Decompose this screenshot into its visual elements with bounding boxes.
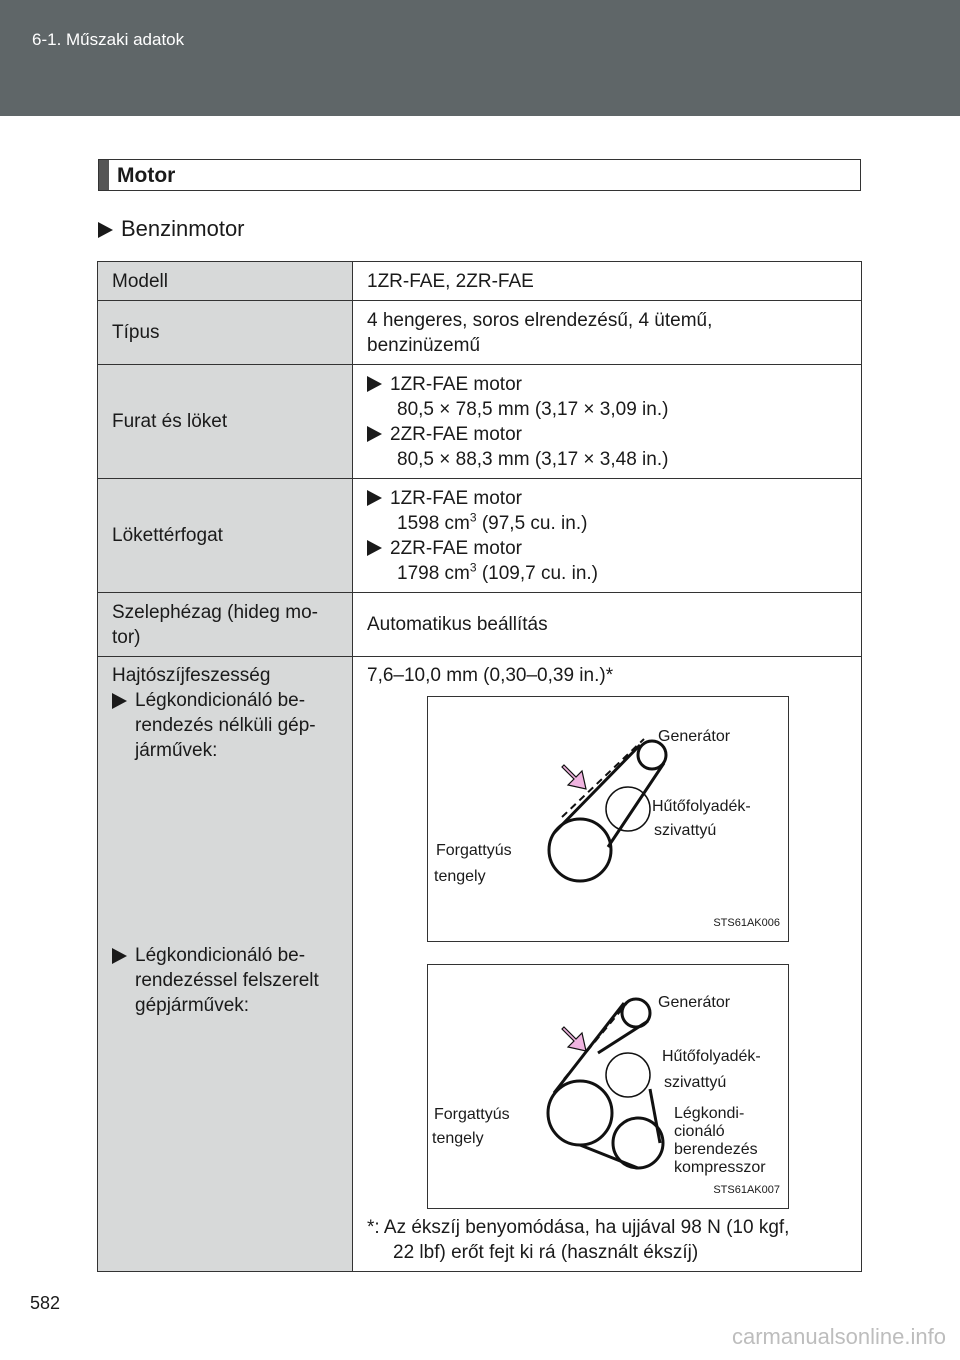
- fig2-ac-label-line2: cionáló: [674, 1123, 725, 1140]
- fig2-crank-label-line2: tengely: [432, 1130, 484, 1147]
- belt-diagram-no-ac-svg: [428, 697, 788, 941]
- disp-engine1: [367, 486, 847, 511]
- value-bore: [353, 365, 862, 479]
- belt-diagram-with-ac: [427, 964, 789, 1209]
- page-number: 582: [30, 1293, 61, 1313]
- table-row-bore: [98, 365, 862, 479]
- label-belt: [98, 657, 353, 1272]
- press-arrow-icon: [562, 1027, 586, 1051]
- fig2-code: STS61AK007: [713, 1184, 780, 1196]
- disp-engine1-num: 1598 cm: [397, 512, 470, 534]
- fig2-ac-label-line3: berendezés: [674, 1141, 758, 1158]
- section-title-box: [98, 159, 861, 191]
- disp-engine1-rest: (97,5 cu. in.): [476, 512, 588, 534]
- table-row-model: [98, 262, 862, 301]
- triangle-bullet-icon: [112, 948, 127, 964]
- fig1-crank-label-line1: Forgattyús: [436, 842, 512, 859]
- label-bore: Furat és löket: [98, 365, 353, 479]
- bore-engine1: [367, 372, 847, 397]
- label-valve: [98, 593, 353, 657]
- label-belt-ac-line1: Légkondicionáló be-: [135, 945, 306, 966]
- fig2-generator-label: Generátor: [658, 994, 731, 1011]
- footnote: [367, 1215, 847, 1265]
- table-row-belt: [98, 657, 862, 1272]
- value-type-line2: benzinüzemű: [367, 334, 481, 356]
- label-belt-noac: [112, 688, 338, 763]
- water-pump-pulley: [606, 1053, 650, 1097]
- fig1-pump-label-line1: Hűtőfolyadék-: [652, 798, 751, 815]
- bore-engine2-name: 2ZR-FAE motor: [390, 423, 522, 445]
- label-belt-title: Hajtószíjfeszesség: [112, 665, 271, 686]
- label-model: Modell: [98, 262, 353, 301]
- value-type: [353, 301, 862, 365]
- table-row-type: [98, 301, 862, 365]
- fig2-pump-label-line1: Hűtőfolyadék-: [662, 1048, 761, 1065]
- fig1-generator-label: Generátor: [658, 728, 731, 745]
- section-title: Motor: [117, 164, 176, 187]
- disp-engine2-rest: (109,7 cu. in.): [476, 562, 599, 584]
- triangle-bullet-icon: [367, 540, 382, 556]
- table-row-displacement: [98, 479, 862, 593]
- label-belt-noac-line3: járművek:: [135, 740, 218, 761]
- fig2-pump-label-line2: szivattyú: [664, 1074, 727, 1091]
- triangle-bullet-icon: [367, 490, 382, 506]
- label-valve-line2: tor): [112, 626, 141, 648]
- belt-diagram-no-ac: [427, 696, 789, 942]
- value-valve: Automatikus beállítás: [353, 593, 862, 657]
- value-type-line1: 4 hengeres, soros elrendezésű, 4 ütemű,: [367, 309, 713, 331]
- fig1-pump-label-line2: szivattyú: [654, 822, 717, 839]
- section-title-bar: [99, 160, 109, 190]
- section-breadcrumb: 6-1. Műszaki adatok: [32, 30, 185, 49]
- value-belt: [353, 657, 862, 1272]
- fig2-crank-label-line1: Forgattyús: [434, 1106, 510, 1123]
- bore-engine1-value: 80,5 × 78,5 mm (3,17 × 3,09 in.): [397, 398, 669, 420]
- footnote-line1: *: Az ékszíj benyomódása, ha ujjával 98 N (10 kgf,: [367, 1217, 790, 1238]
- belt-right-run: [650, 1089, 660, 1143]
- fig1-code: STS61AK006: [713, 917, 780, 929]
- label-belt-noac-line1: Légkondicionáló be-: [135, 690, 306, 711]
- fig2-ac-label-line4: kompresszor: [674, 1159, 766, 1176]
- disp-engine2-value: [367, 561, 847, 586]
- value-displacement: [353, 479, 862, 593]
- subheading: [98, 216, 245, 242]
- label-valve-line1: Szelephézag (hideg mo-: [112, 601, 318, 623]
- belt-bottom-run: [580, 1145, 638, 1168]
- press-arrow-icon: [562, 765, 586, 789]
- triangle-bullet-icon: [367, 426, 382, 442]
- value-belt-text: 7,6–10,0 mm (0,30–0,39 in.)*: [367, 665, 614, 686]
- disp-engine2-num: 1798 cm: [397, 562, 470, 584]
- value-model: 1ZR-FAE, 2ZR-FAE: [353, 262, 862, 301]
- disp-engine2-name: 2ZR-FAE motor: [390, 537, 522, 559]
- table-row-valve: [98, 593, 862, 657]
- disp-engine2: [367, 536, 847, 561]
- bore-engine1-name: 1ZR-FAE motor: [390, 373, 522, 395]
- label-belt-ac-line2: rendezéssel felszerelt: [135, 970, 319, 991]
- bore-engine2: [367, 422, 847, 447]
- watermark: carmanualsonline.info: [731, 1324, 946, 1349]
- label-belt-ac-line3: gépjárművek:: [135, 995, 250, 1016]
- fig2-ac-label-line1: Légkondi-: [674, 1105, 745, 1122]
- subheading-text: Benzinmotor: [121, 216, 245, 241]
- triangle-bullet-icon: [367, 376, 382, 392]
- engine-spec-table: [97, 261, 862, 1272]
- label-belt-noac-line2: rendezés nélküli gép-: [135, 715, 316, 736]
- disp-engine1-value: [367, 511, 847, 536]
- disp-engine2-sup: 3: [469, 560, 477, 575]
- footnote-line2: 22 lbf) erőt fejt ki rá (használt ékszíj): [393, 1242, 699, 1263]
- label-displacement: Lökettérfogat: [98, 479, 353, 593]
- disp-engine1-sup: 3: [469, 510, 477, 525]
- triangle-bullet-icon: [112, 693, 127, 709]
- label-type: Típus: [98, 301, 353, 365]
- label-belt-ac: [112, 943, 338, 1018]
- bore-engine2-value: 80,5 × 88,3 mm (3,17 × 3,48 in.): [397, 448, 669, 470]
- disp-engine1-name: 1ZR-FAE motor: [390, 487, 522, 509]
- triangle-bullet-icon: [98, 222, 113, 238]
- fig1-crank-label-line2: tengely: [434, 868, 486, 885]
- header-band: [0, 0, 960, 116]
